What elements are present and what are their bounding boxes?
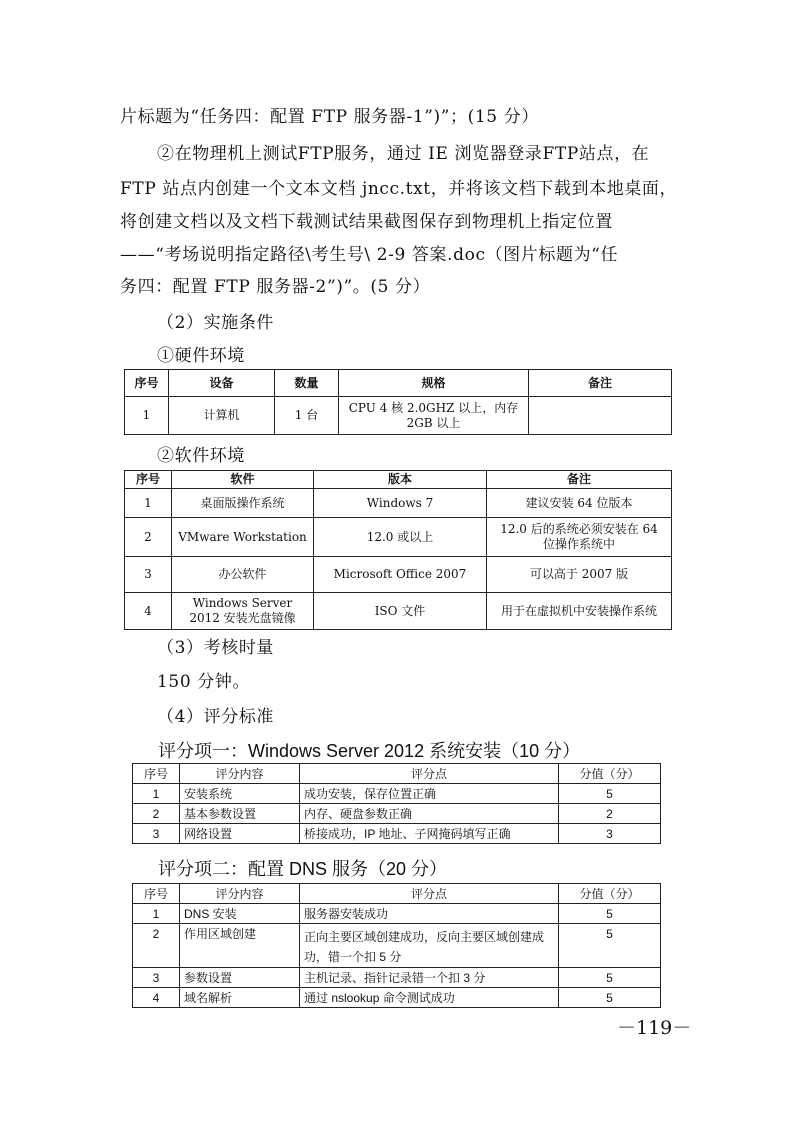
table-cell: 5: [559, 904, 661, 924]
table-cell: 3: [559, 824, 661, 844]
section-heading: （4）评分标准: [157, 707, 275, 727]
table-cell: 参数设置: [180, 968, 300, 988]
table-cell: 服务器安装成功: [300, 904, 559, 924]
table-row: [125, 397, 672, 435]
table-cell: 5: [559, 968, 661, 988]
table-cell: 1: [133, 784, 180, 804]
software-table: [124, 470, 672, 630]
table-cell: 计算机: [169, 397, 275, 435]
table-cell: 5: [559, 924, 661, 968]
table-header: 序号: [125, 471, 172, 489]
table-header: 设备: [169, 370, 275, 397]
table-cell: 12.0 或以上: [314, 518, 487, 557]
table-row: [125, 593, 672, 630]
table-cell: [529, 397, 672, 435]
paragraph-line: ②在物理机上测试FTP服务，通过 IE 浏览器登录FTP站点，在: [157, 144, 650, 164]
subsection-heading: ①硬件环境: [157, 346, 245, 366]
table-cell: 5: [559, 988, 661, 1008]
table-header: 评分内容: [180, 884, 300, 904]
table-cell: 内存、硬盘参数正确: [300, 804, 559, 824]
table-cell: 网络设置: [180, 824, 300, 844]
table-row: [133, 804, 661, 824]
score-item-title: 评分项一：Windows Server 2012 系统安装（10 分）: [158, 741, 581, 761]
table-header: 规格: [339, 370, 529, 397]
duration-text: 150 分钟。: [157, 672, 251, 692]
table-header: 评分点: [300, 884, 559, 904]
table-cell: 桌面版操作系统: [172, 489, 314, 518]
paragraph-line: FTP 站点内创建一个文本文档 jncc.txt，并将该文档下载到本地桌面，: [120, 179, 678, 199]
table-header: 备注: [487, 471, 672, 489]
table-cell: VMware Workstation: [172, 518, 314, 557]
table-cell: 3: [133, 968, 180, 988]
hardware-table: [124, 369, 672, 435]
table-row: [133, 784, 661, 804]
table-cell: 可以高于 2007 版: [487, 557, 672, 593]
table-header: 分值（分）: [559, 884, 661, 904]
table-cell: 建议安装 64 位版本: [487, 489, 672, 518]
table-header: 序号: [133, 764, 180, 784]
table-cell: 2: [133, 924, 180, 968]
table-cell: 2: [133, 804, 180, 824]
page-number: －119－: [617, 1017, 692, 1039]
table-cell: 通过 nslookup 命令测试成功: [300, 988, 559, 1008]
table-header: 评分内容: [180, 764, 300, 784]
table-header: 分值（分）: [559, 764, 661, 784]
score-item-title: 评分项二：配置 DNS 服务（20 分）: [158, 859, 448, 879]
table-cell: 正向主要区域创建成功，反向主要区域创建成功，错一个扣 5 分: [300, 924, 559, 968]
table-cell: 4: [133, 988, 180, 1008]
table-row: [133, 988, 661, 1008]
table-row: [133, 968, 661, 988]
table-header: 序号: [125, 370, 169, 397]
section-heading: （3）考核时量: [157, 638, 275, 658]
table-cell: Microsoft Office 2007: [314, 557, 487, 593]
table-header: 数量: [275, 370, 339, 397]
table-cell: 基本参数设置: [180, 804, 300, 824]
table-cell: 2: [125, 518, 172, 557]
table-cell: 4: [125, 593, 172, 630]
paragraph-line: 片标题为“任务四：配置 FTP 服务器-1”)”；(15 分）: [120, 107, 539, 127]
table-cell: 用于在虚拟机中安装操作系统: [487, 593, 672, 630]
table-cell: 主机记录、指针记录错一个扣 3 分: [300, 968, 559, 988]
table-header: 序号: [133, 884, 180, 904]
score-table-1: [132, 763, 661, 844]
table-row: [133, 904, 661, 924]
table-cell: 域名解析: [180, 988, 300, 1008]
table-cell: 2: [559, 804, 661, 824]
table-row: [125, 489, 672, 518]
table-cell: 3: [125, 557, 172, 593]
table-cell: 作用区域创建: [180, 924, 300, 968]
table-cell: 5: [559, 784, 661, 804]
table-header: 评分点: [300, 764, 559, 784]
table-cell: CPU 4 核 2.0GHZ 以上，内存 2GB 以上: [339, 397, 529, 435]
table-row: [133, 924, 661, 968]
table-row: [125, 557, 672, 593]
table-cell: 3: [133, 824, 180, 844]
table-cell: 桥接成功，IP 地址、子网掩码填写正确: [300, 824, 559, 844]
paragraph-line: ——“考场说明指定路径\考生号\ 2-9 答案.doc（图片标题为“任: [120, 245, 619, 265]
section-heading: （2）实施条件: [157, 313, 275, 333]
table-cell: Windows Server 2012 安装光盘镜像: [172, 593, 314, 630]
table-header: 备注: [529, 370, 672, 397]
table-row: [133, 824, 661, 844]
table-cell: 成功安装，保存位置正确: [300, 784, 559, 804]
table-cell: 1: [133, 904, 180, 924]
paragraph-line: 务四：配置 FTP 服务器-2”)”。(5 分）: [120, 277, 431, 297]
table-cell: 安装系统: [180, 784, 300, 804]
table-cell: 办公软件: [172, 557, 314, 593]
table-cell: DNS 安装: [180, 904, 300, 924]
subsection-heading: ②软件环境: [157, 446, 245, 466]
table-cell: ISO 文件: [314, 593, 487, 630]
paragraph-line: 将创建文档以及文档下载测试结果截图保存到物理机上指定位置: [120, 212, 613, 232]
score-table-2: [132, 883, 661, 1008]
table-cell: 12.0 后的系统必须安装在 64 位操作系统中: [487, 518, 672, 557]
table-cell: 1 台: [275, 397, 339, 435]
table-cell: 1: [125, 489, 172, 518]
table-row: [125, 518, 672, 557]
table-header: 软件: [172, 471, 314, 489]
table-header: 版本: [314, 471, 487, 489]
table-cell: 1: [125, 397, 169, 435]
table-cell: Windows 7: [314, 489, 487, 518]
